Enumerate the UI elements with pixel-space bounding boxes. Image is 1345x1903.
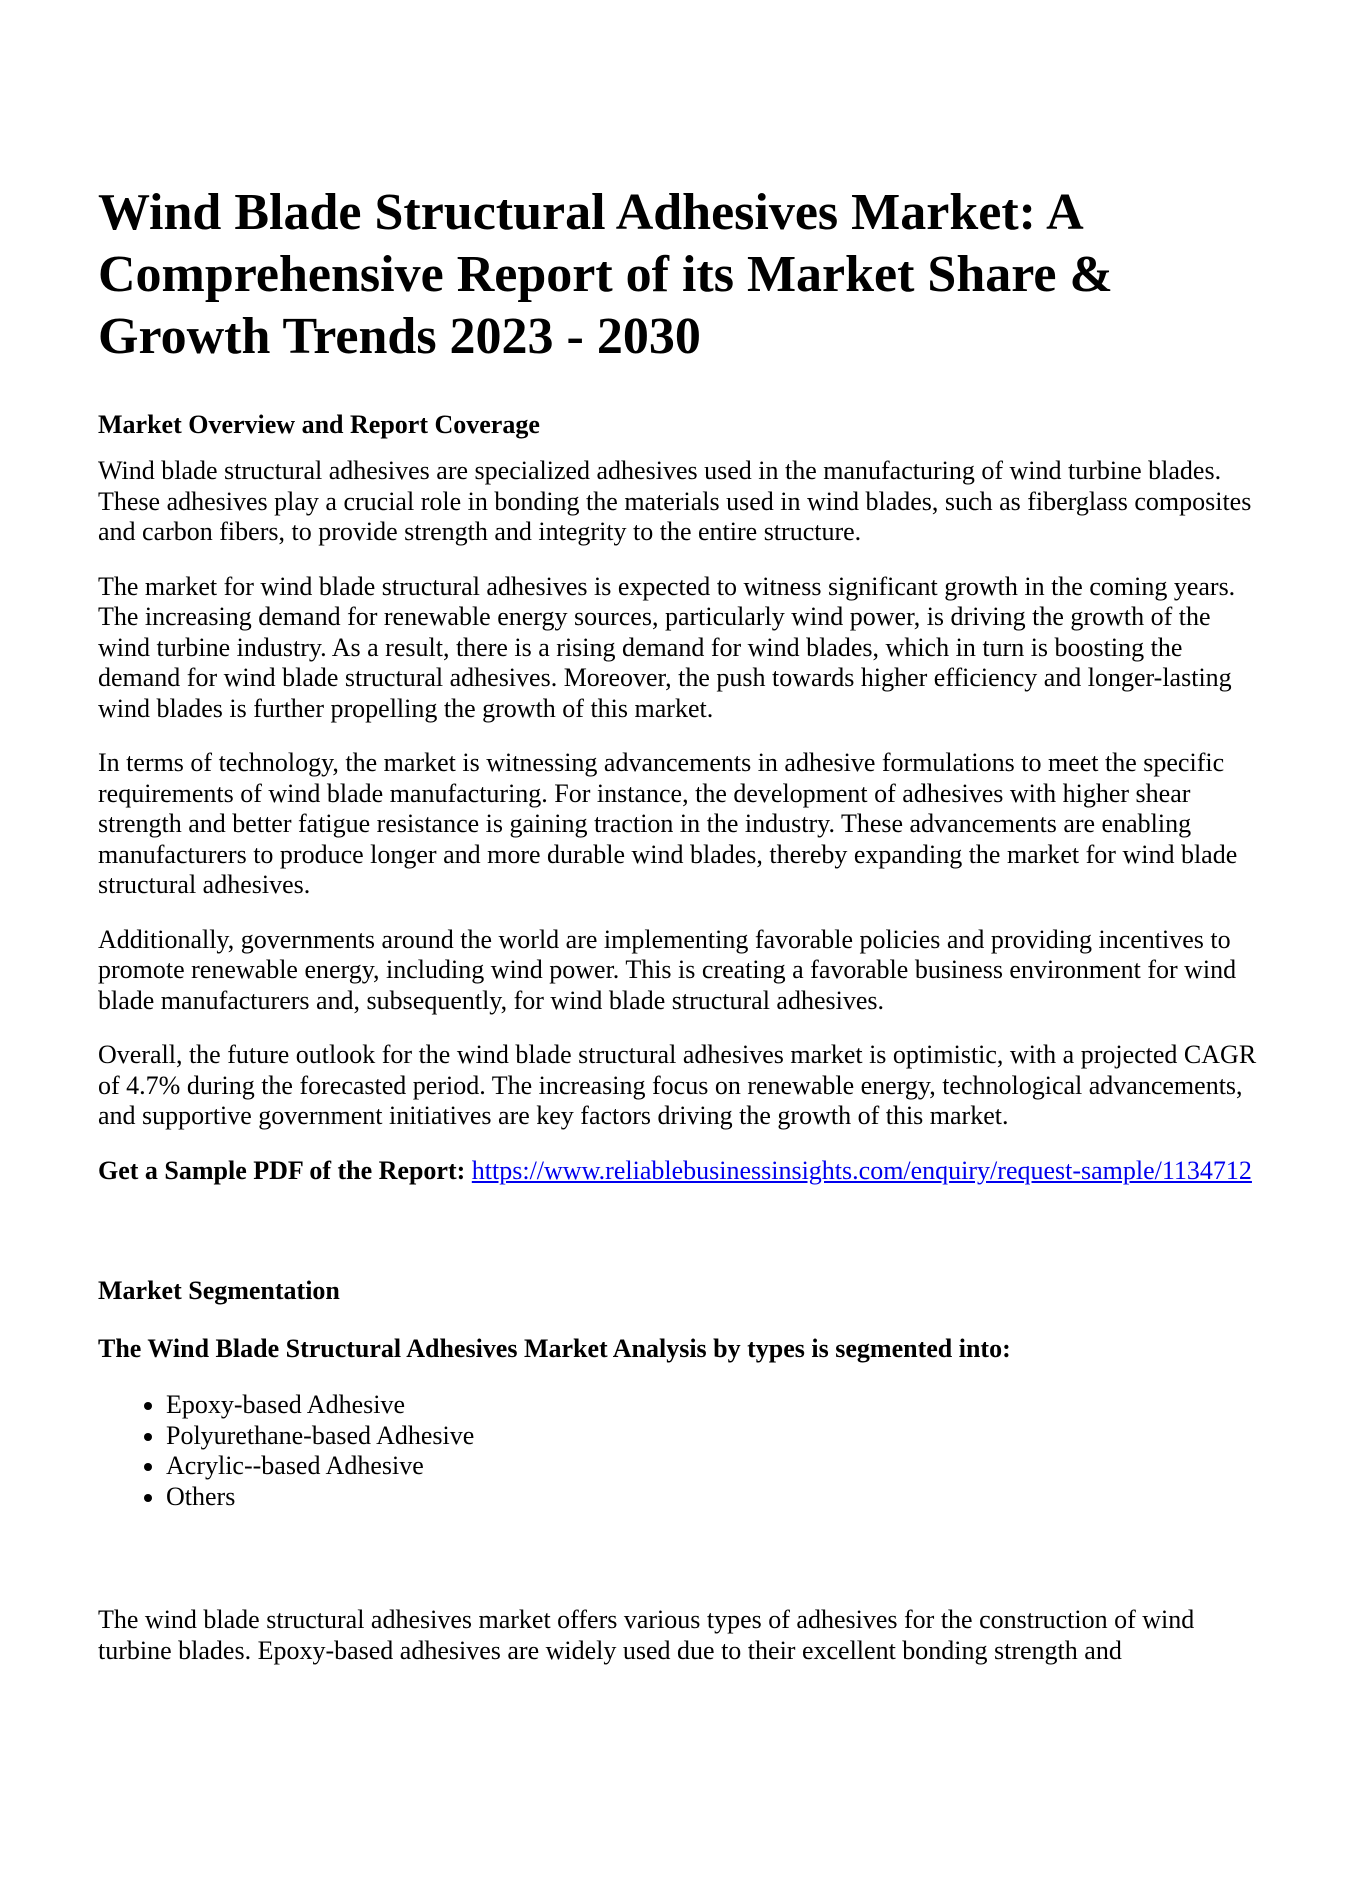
page-title: Wind Blade Structural Adhesives Market: A Comprehensive Report of its Market Share & Growth Trends 2023 - 2030 (98, 184, 1113, 365)
overview-paragraph-1: Wind blade structural adhesives are specialized adhesives used in the manufacturing of wind turbine blades. These adhesives play a crucial role in bonding the materials used in wind blades, such as fiberglass composites and carbon fibers, to provide strength and integrity to the entire structure. (98, 456, 1252, 546)
segmentation-heading: Market Segmentation (98, 1276, 340, 1305)
document-page (98, 182, 1268, 1666)
overview-paragraph-5: Overall, the future outlook for the wind blade structural adhesives market is optimistic, with a projected CAGR of 4.7% during the forecasted period. The increasing focus on renewable energy, technological advancements, and supportive government initiatives are key factors driving the growth of this market. (98, 1040, 1257, 1130)
overview-heading: Market Overview and Report Coverage (98, 410, 540, 439)
list-item: • Others (166, 1482, 1268, 1513)
overview-paragraph-2: The market for wind blade structural adhesives is expected to witness significant growth in the coming years. The increasing demand for renewable energy sources, particularly wind power, is driving the growth of the wind turbine industry. As a result, there is a rising demand for wind blades, which in turn is boosting the demand for wind blade structural adhesives. Moreover, the push towards higher efficiency and longer-lasting wind blades is further propelling the growth of this market. (98, 571, 1236, 723)
overview-paragraph-4: Additionally, governments around the world are implementing favorable policies and providing incentives to promote renewable energy, including wind power. This is creating a favorable business environment for wind blade manufacturers and, subsequently, for wind blade structural adhesives. (98, 924, 1237, 1015)
sample-pdf-line (98, 1156, 1268, 1187)
sample-pdf-link[interactable]: https://www.reliablebusinessinsights.com/enquiry/request-sample/1134712 (471, 1155, 1252, 1185)
list-item: • Epoxy-based Adhesive (166, 1390, 1268, 1421)
list-item: • Acrylic--based Adhesive (166, 1451, 1268, 1482)
overview-paragraph-3: In terms of technology, the market is witnessing advancements in adhesive formulations to meet the specific requirements of wind blade manufacturing. For instance, the development of adhesives with higher shear strength and better fatigue resistance is gaining traction in the industry. These advancements are enabling manufacturers to produce longer and more durable wind blades, thereby expanding the market for wind blade structural adhesives. (98, 748, 1238, 899)
types-heading: The Wind Blade Structural Adhesives Market Analysis by types is segmented into: (98, 1334, 1011, 1363)
closing-paragraph: The wind blade structural adhesives market offers various types of adhesives for the construction of wind turbine blades. Epoxy-based adhesives are widely used due to their excellent bonding strength and (98, 1605, 1195, 1665)
sample-pdf-label: Get a Sample PDF of the Report: (98, 1155, 466, 1185)
list-item: • Polyurethane-based Adhesive (166, 1421, 1268, 1452)
types-list (98, 1390, 1268, 1512)
